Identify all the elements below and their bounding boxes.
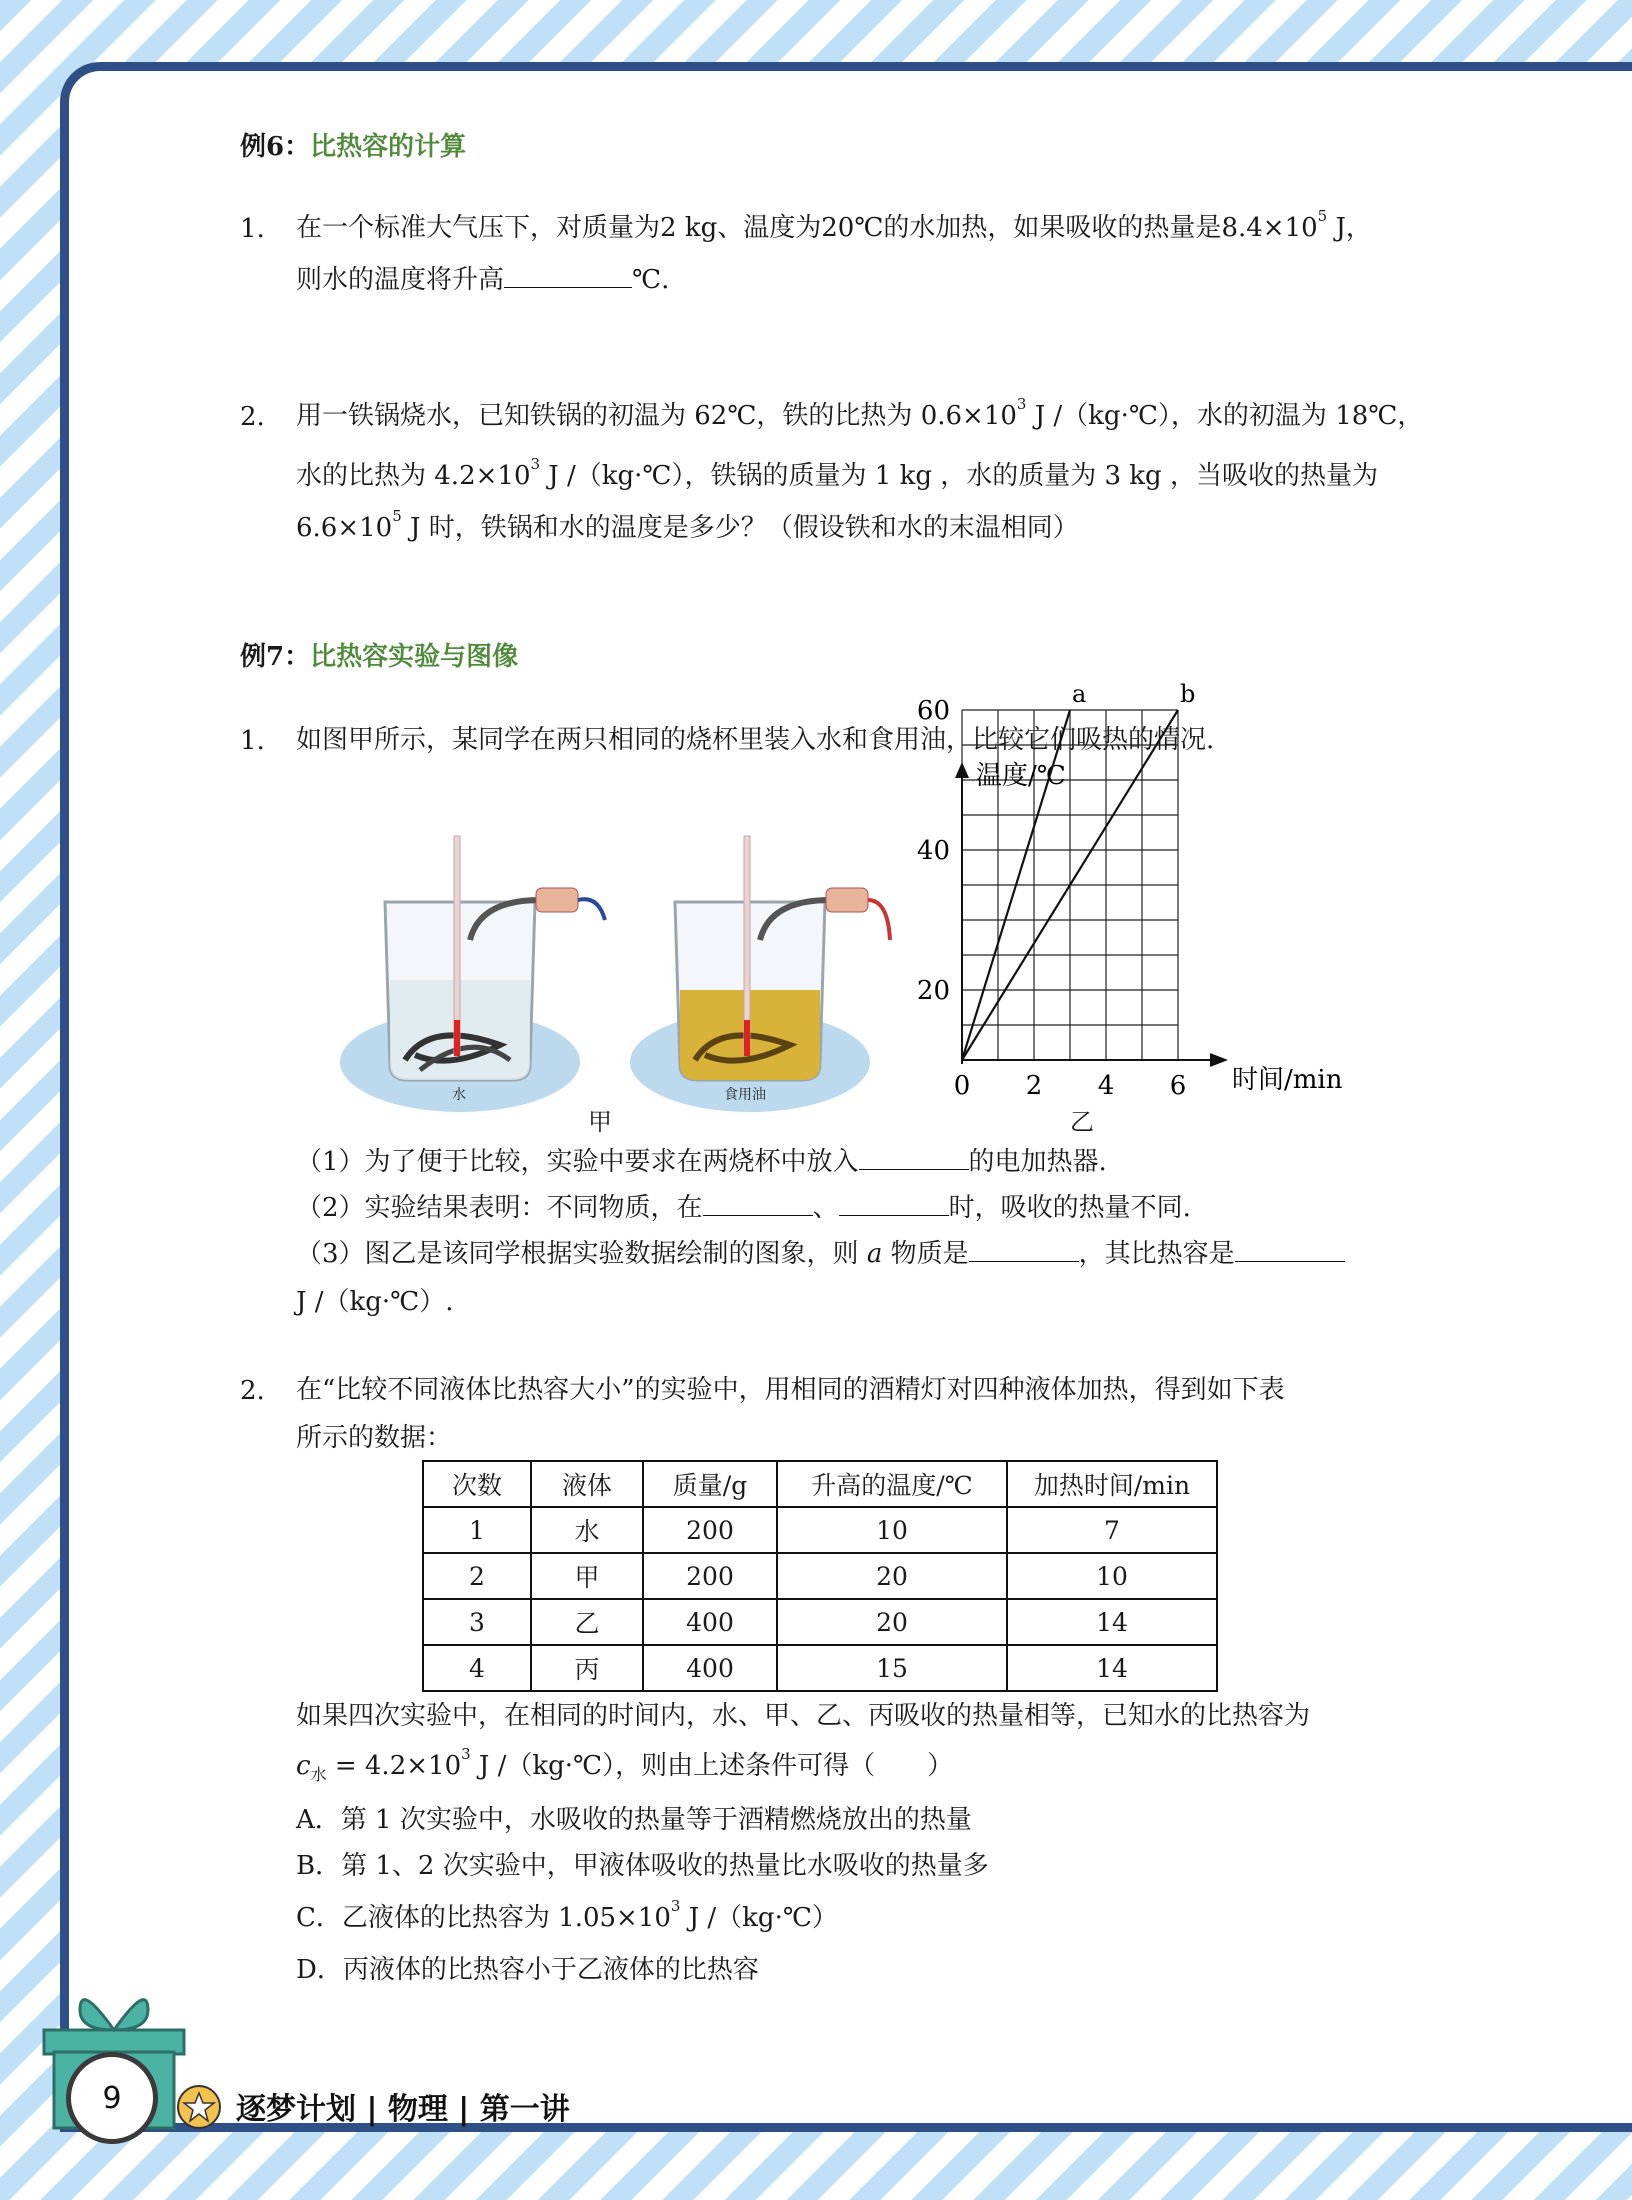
beaker-label-oil: 食用油 [724,1087,766,1103]
table-cell: 乙 [531,1599,643,1645]
question-line: $c_水 = 4.2\times 10^3$ J /（kg·℃），则由上述条件可得（ ） [296,1745,954,1785]
sub-question-unit: J /（kg·℃）. [296,1287,454,1317]
table-row [423,1553,1217,1599]
example-label: 例7： [240,642,311,672]
beaker-label-water: 水 [452,1087,466,1103]
option-c[interactable]: C．乙液体的比热容为 $1.05\times 10^3$ J /（kg·℃） [296,1897,838,1933]
y-axis-label: 温度/℃ [976,761,1066,791]
question-number: 2. [240,402,265,432]
table-header: 液体 [531,1461,643,1507]
x-axis-arrow [1210,1053,1228,1067]
answer-blank[interactable] [504,287,632,288]
sub-question: （2）实验结果表明：不同物质，在 、 时，吸收的热量不同. [296,1193,1191,1223]
question-line: 在“比较不同液体比热容大小”的实验中，用相同的酒精灯对四种液体加热，得到如下表 [296,1375,1285,1405]
table-cell: 7 [1007,1507,1217,1553]
beakers-figure [330,830,890,1120]
table-row [423,1507,1217,1553]
question-line: 在一个标准大气压下，对质量为2 kg、温度为20℃的水加热，如果吸收的热量是$8.4\times 10^5$ J， [296,207,1372,243]
table-cell: 1 [423,1507,531,1553]
answer-blank[interactable] [839,1215,949,1216]
table-cell: 20 [777,1599,1007,1645]
table-header: 升高的温度/℃ [777,1461,1007,1507]
question-number: 1. [240,214,265,244]
table-cell: 10 [1007,1553,1217,1599]
answer-blank[interactable] [703,1215,813,1216]
answer-blank[interactable] [859,1169,969,1170]
table-cell: 水 [531,1507,643,1553]
x-tick-label: 2 [1025,1071,1043,1101]
page-number: 9 [66,2052,158,2144]
sub-question: （1）为了便于比较，实验中要求在两烧杯中放入 的电加热器. [296,1147,1107,1177]
question-number: 2. [240,1376,265,1406]
table-cell: 200 [643,1507,777,1553]
table-cell: 2 [423,1553,531,1599]
y-axis-arrow [955,762,969,778]
table-row [423,1599,1217,1645]
question-line: 所示的数据： [296,1423,453,1453]
x-axis-label: 时间/min [1232,1065,1343,1095]
example-6-heading [240,126,466,163]
table-cell: 甲 [531,1553,643,1599]
example-title: 比热容实验与图像 [310,642,519,672]
table-header: 次数 [423,1461,531,1507]
table-header: 加热时间/min [1007,1461,1217,1507]
table-cell: 4 [423,1645,531,1691]
table-cell: 14 [1007,1645,1217,1691]
star-icon [176,2084,222,2130]
table-cell: 丙 [531,1645,643,1691]
question-line: 则水的温度将升高 ℃. [296,265,670,295]
table-cell: 400 [643,1645,777,1691]
option-b[interactable]: B．第 1、2 次实验中，甲液体吸收的热量比水吸收的热量多 [296,1851,989,1881]
water-beaker [385,836,605,1080]
option-d[interactable]: D．丙液体的比热容小于乙液体的比热容 [296,1955,759,1985]
table-cell: 20 [777,1553,1007,1599]
answer-blank[interactable] [969,1261,1079,1262]
temperature-time-chart [900,680,1360,1140]
answer-blank[interactable] [1235,1261,1345,1262]
table-cell: 14 [1007,1599,1217,1645]
x-tick-label: 4 [1097,1071,1115,1101]
y-tick-label: 20 [916,976,950,1006]
question-line: $6.6\times 10^5$ J 时，铁锅和水的温度是多少？（假设铁和水的末温相同） [296,507,1079,543]
question-line: 如图甲所示，某同学在两只相同的烧杯里装入水和食用油，比较它们吸热的情况. [296,725,1215,755]
example-7-heading [240,636,518,673]
example-title: 比热容的计算 [310,132,467,162]
x-tick-label: 0 [953,1071,971,1101]
series-label-a: a [1072,680,1087,708]
table-cell: 400 [643,1599,777,1645]
y-tick-label: 60 [916,696,950,726]
footer-title: 逐梦计划 | 物理 | 第一讲 [236,2092,570,2127]
table-cell: 3 [423,1599,531,1645]
table-header-row [423,1461,1217,1507]
chart-axes [955,761,1343,1095]
table-cell: 10 [777,1507,1007,1553]
table-row [423,1645,1217,1691]
y-tick-label: 40 [916,836,950,866]
x-tick-label: 6 [1169,1071,1187,1101]
table-cell: 15 [777,1645,1007,1691]
question-number: 1. [240,726,265,756]
figure-label-jia: 甲 [588,1108,612,1136]
figure-label-yi: 乙 [1070,1108,1094,1136]
option-a[interactable]: A．第 1 次实验中，水吸收的热量等于酒精燃烧放出的热量 [296,1805,972,1835]
question-line: 用一铁锅烧水，已知铁锅的初温为 62℃，铁的比热为 $0.6\times 10^3$ J /（kg·℃），水的初温为 18℃， [296,395,1424,431]
table-header: 质量/g [643,1461,777,1507]
example-label: 例6： [240,132,311,162]
sub-question: （3）图乙是该同学根据实验数据绘制的图象，则 a 物质是 ，其比热容是 [296,1230,1345,1279]
table-cell: 200 [643,1553,777,1599]
question-line: 如果四次实验中，在相同的时间内，水、甲、乙、丙吸收的热量相等，已知水的比热容为 [296,1701,1311,1731]
series-label-b: b [1180,680,1196,708]
data-table [422,1460,1218,1692]
question-line: 水的比热为 $4.2\times 10^3$ J /（kg·℃），铁锅的质量为 1 kg ，水的质量为 3 kg ，当吸收的热量为 [296,455,1378,491]
